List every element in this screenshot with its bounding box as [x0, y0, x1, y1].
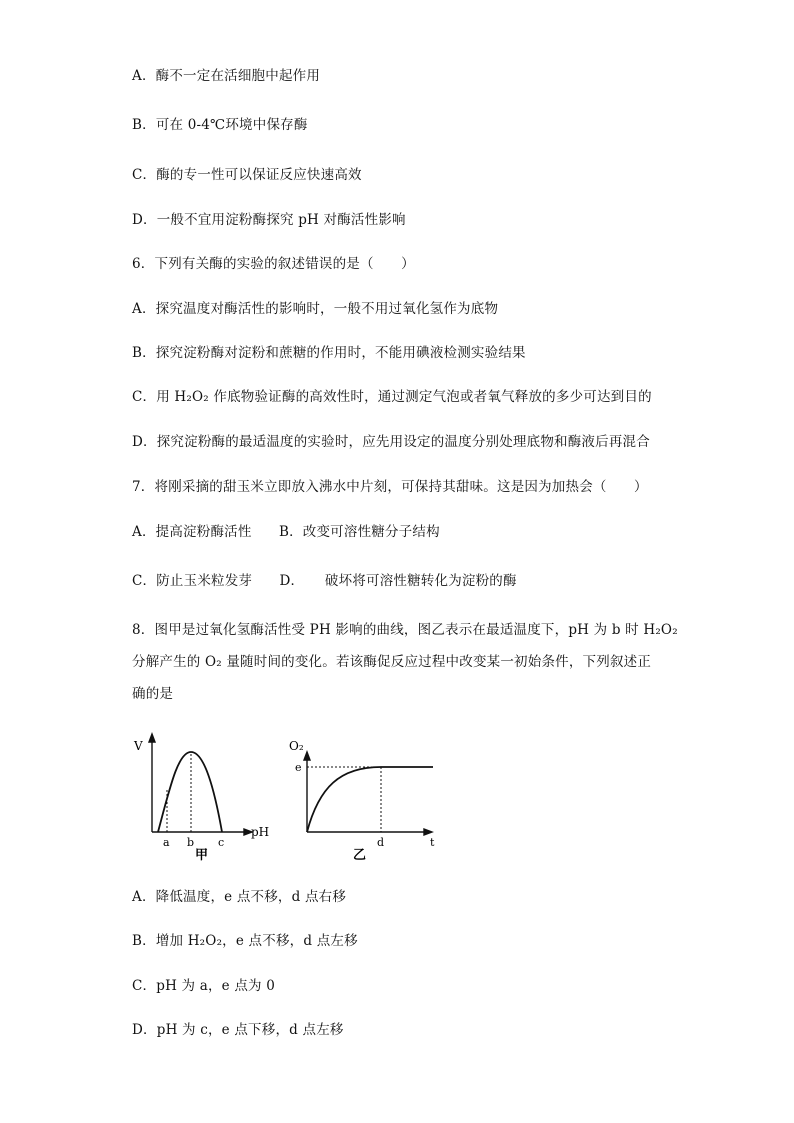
line-q5c: C．酶的专一性可以保证反应快速高效: [132, 167, 362, 183]
line-q7ab: A．提高淀粉酶活性 B．改变可溶性糖分子结构: [132, 524, 440, 540]
line-q8d: D．pH 为 c，e 点下移，d 点左移: [132, 1022, 344, 1038]
line-q8-2: 分解产生的 O₂ 量随时间的变化。若该酶促反应过程中改变某一初始条件，下列叙述正: [132, 654, 652, 670]
jia-tick-a: a: [163, 836, 170, 849]
yi-level-label: e: [295, 761, 302, 774]
yi-caption: 乙: [353, 848, 367, 862]
yi-y-arrow: [304, 752, 310, 760]
jia-tick-b: b: [187, 836, 195, 849]
yi-y-label: O₂: [289, 739, 304, 753]
yi-curve: [307, 767, 433, 832]
line-q8b: B．增加 H₂O₂，e 点不移，d 点左移: [132, 933, 358, 949]
jia-tick-c: c: [218, 836, 225, 849]
line-q6: 6．下列有关酶的实验的叙述错误的是（ ）: [132, 256, 415, 272]
figure-yi: [285, 732, 445, 862]
line-q8a: A．降低温度，e 点不移，d 点右移: [132, 889, 347, 905]
line-q6c: C．用 H₂O₂ 作底物验证酶的高效性时，通过测定气泡或者氧气释放的多少可达到目的: [132, 389, 652, 405]
line-q5d: D．一般不宜用淀粉酶探究 pH 对酶活性影响: [132, 212, 406, 228]
line-q6d: D．探究淀粉酶的最适温度的实验时，应先用设定的温度分别处理底物和酶液后再混合: [132, 434, 650, 450]
line-q6b: B．探究淀粉酶对淀粉和蔗糖的作用时，不能用碘液检测实验结果: [132, 345, 526, 361]
jia-y-label: V: [134, 739, 143, 753]
jia-caption: 甲: [195, 848, 209, 862]
line-q5a: A．酶不一定在活细胞中起作用: [132, 68, 321, 84]
line-q5b: B．可在 0-4℃环境中保存酶: [132, 117, 308, 133]
line-q6a: A．探究温度对酶活性的影响时，一般不用过氧化氢作为底物: [132, 301, 499, 317]
jia-y-arrow: [149, 734, 155, 742]
line-q8c: C．pH 为 a，e 点为 0: [132, 978, 276, 994]
line-q7: 7．将刚采摘的甜玉米立即放入沸水中片刻，可保持其甜味。这是因为加热会（ ）: [132, 479, 648, 495]
yi-x-label: t: [430, 836, 435, 849]
jia-x-label: pH: [251, 825, 270, 839]
line-q8-1: 8．图甲是过氧化氢酶活性受 PH 影响的曲线，图乙表示在最适温度下，pH 为 b 时 H₂O₂: [132, 622, 678, 638]
yi-x-arrow: [424, 829, 432, 835]
figure-jia: [130, 732, 280, 862]
jia-curve: [158, 752, 222, 832]
line-q8-3: 确的是: [132, 686, 174, 702]
yi-tick-d: d: [377, 836, 385, 849]
line-q7cd: C．防止玉米粒发芽 D． 破坏将可溶性糖转化为淀粉的酶: [132, 573, 517, 589]
